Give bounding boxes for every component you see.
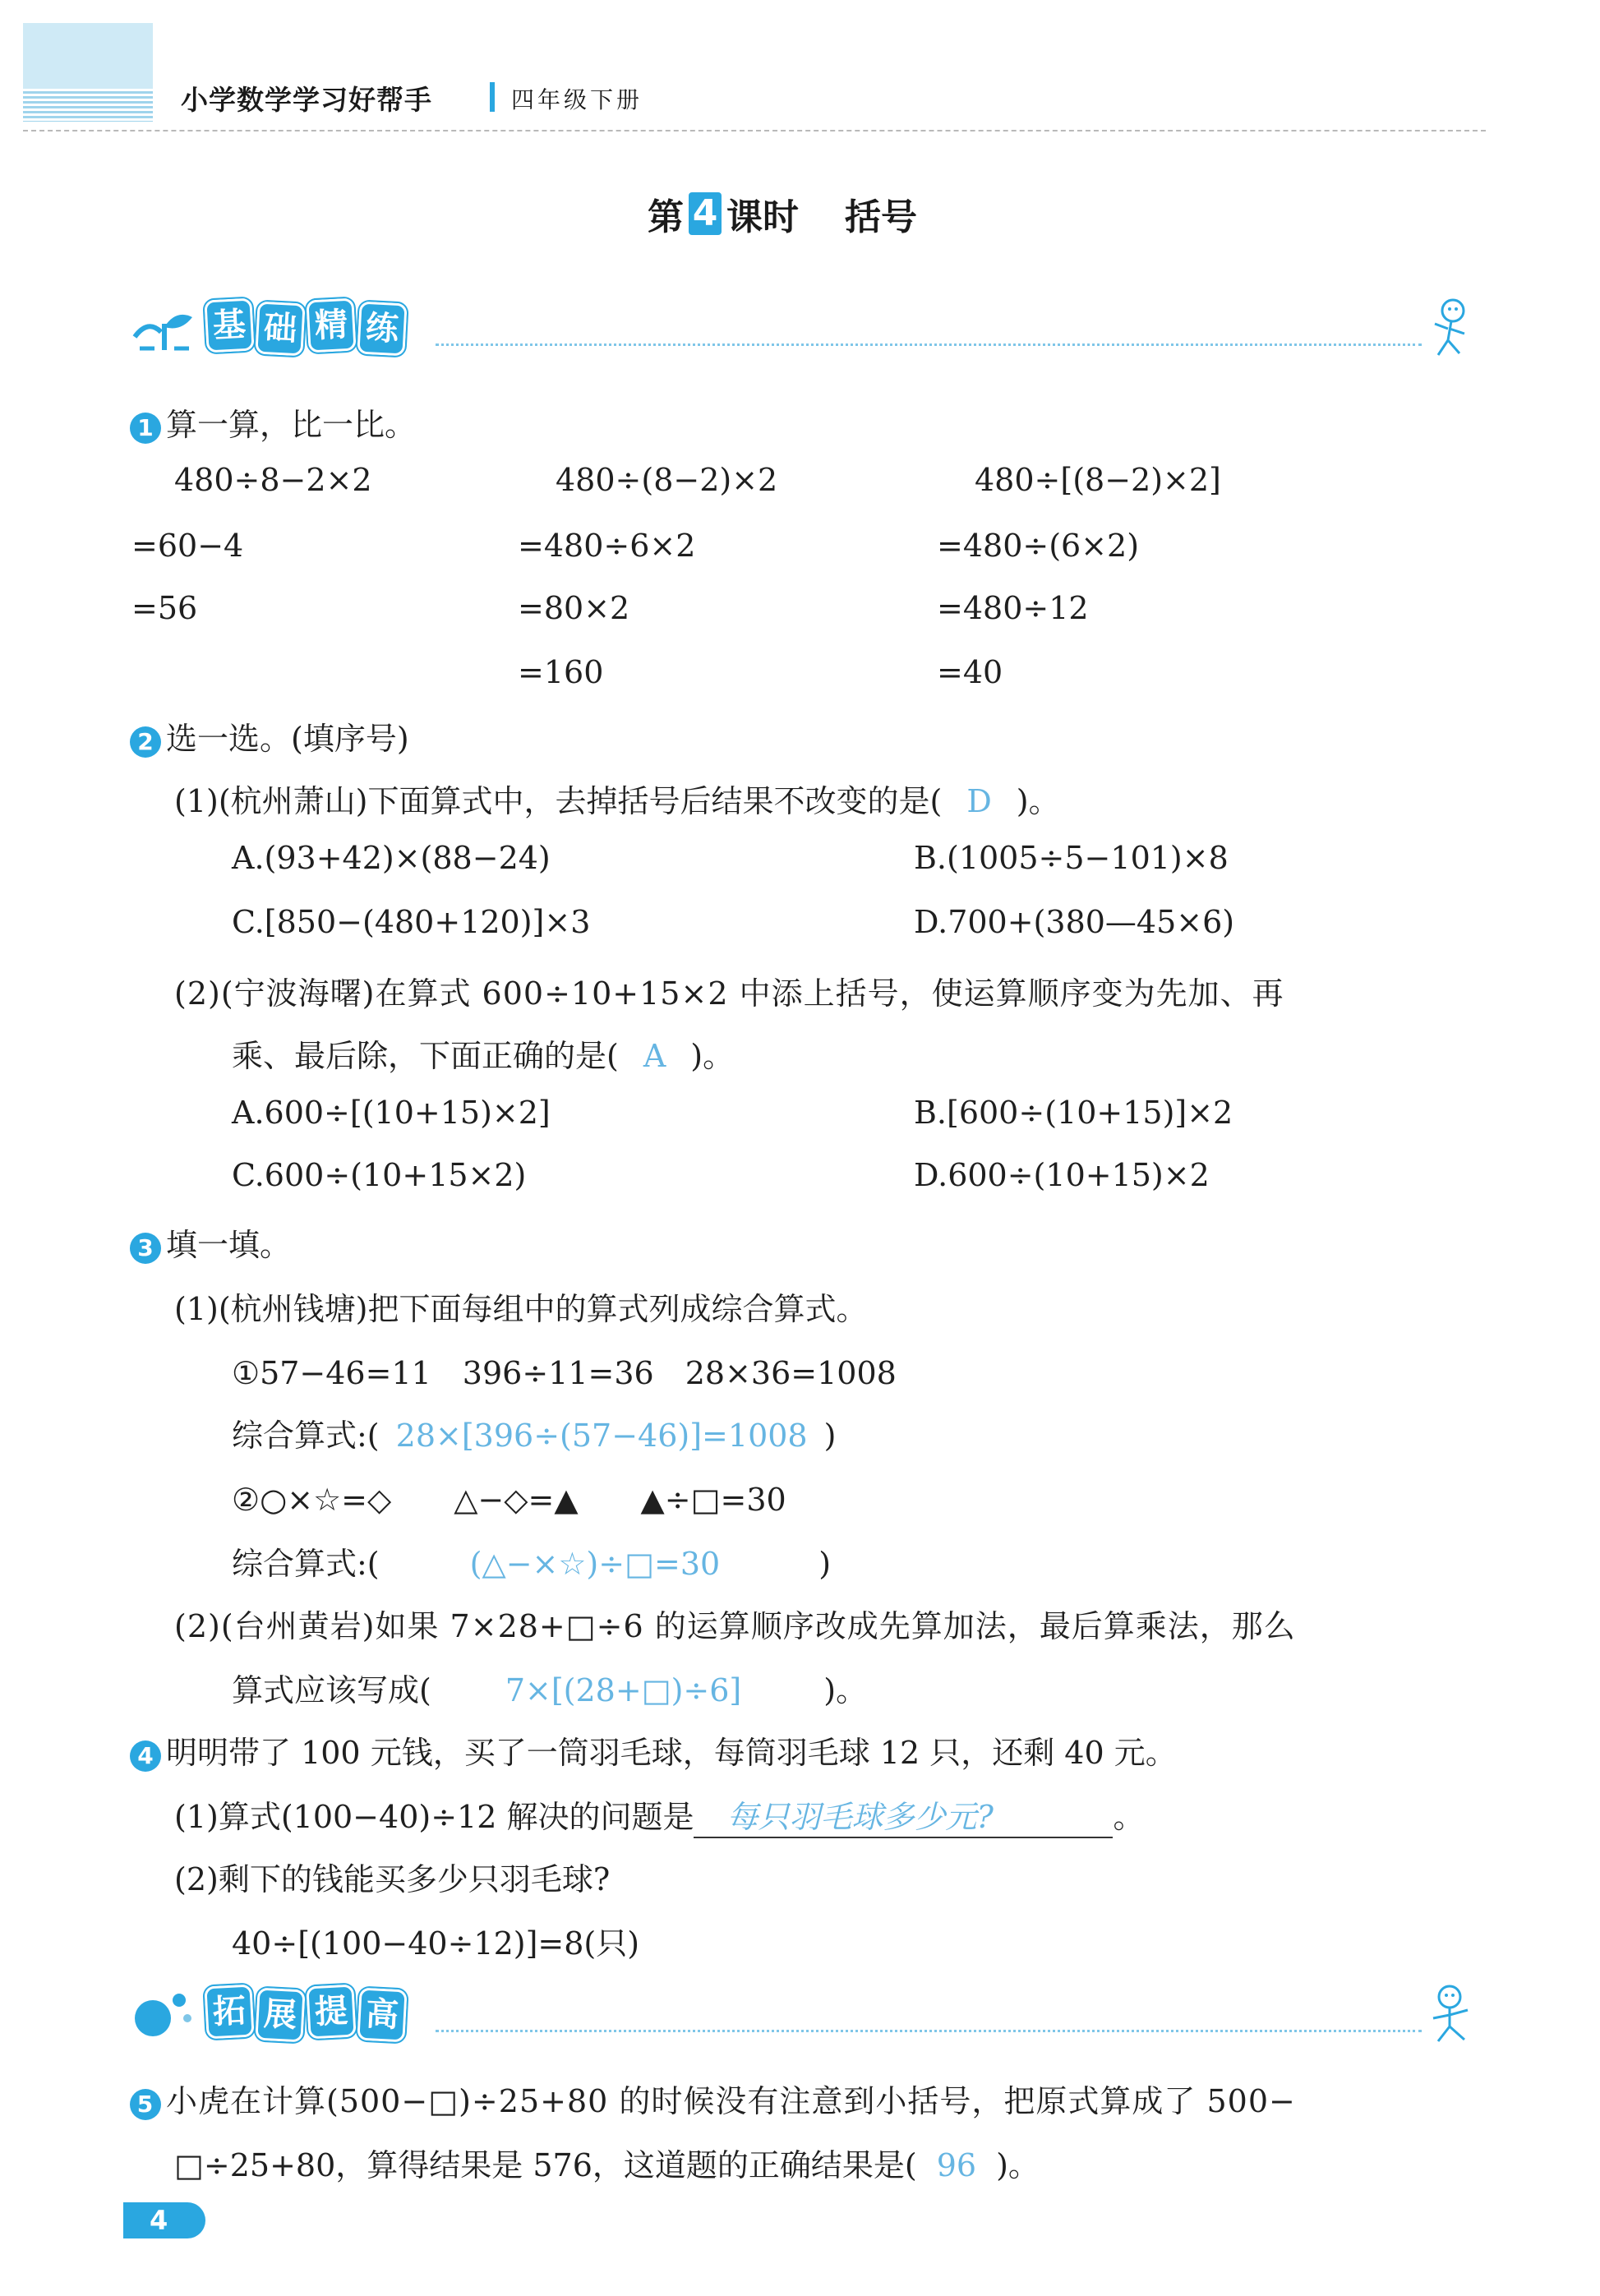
q1-col1-step: =60−4 <box>131 528 244 564</box>
q3-part2-answer: 7×[(28+□)÷6] <box>505 1672 742 1708</box>
question-4 <box>130 1727 1177 1773</box>
q3-close: ) <box>818 1546 832 1582</box>
q1-col2-expr: 480÷(8−2)×2 <box>556 462 778 498</box>
badge-char: 础 <box>255 302 305 357</box>
q2-option-c: C.[850−(480+120)]×3 <box>232 904 591 940</box>
header-dashed-line <box>23 130 1486 131</box>
page-number: 4 <box>123 2202 205 2238</box>
q3-label: 综合算式:( <box>232 1418 380 1454</box>
question-number-badge: 5 <box>130 2089 161 2120</box>
header-divider <box>490 82 495 112</box>
question-2-prompt: 选一选。(填序号) <box>166 721 409 757</box>
q3-part2-line2 <box>232 1665 867 1710</box>
section-dotted-line <box>436 343 1422 346</box>
badge-char: 精 <box>306 298 356 353</box>
section-basic-practice <box>123 296 1487 362</box>
question-4-prompt: 明明带了 100 元钱，买了一筒羽毛球，每筒羽毛球 12 只，还剩 40 元。 <box>166 1735 1177 1771</box>
badge-char: 拓 <box>204 1985 254 2040</box>
lesson-suffix: 课时 <box>726 196 799 238</box>
question-5 <box>130 2076 1296 2121</box>
question-2 <box>130 713 409 758</box>
lesson-prefix: 第 <box>648 196 684 238</box>
q3-label: 综合算式:( <box>232 1546 380 1582</box>
q2-part1-text: (1)(杭州萧山)下面算式中，去掉括号后结果不改变的是( <box>174 783 943 819</box>
q3-part2-close: )。 <box>823 1672 868 1708</box>
q4-part1 <box>174 1791 1145 1838</box>
q4-part1-text: (1)算式(100−40)÷12 解决的问题是 <box>174 1799 694 1835</box>
q4-part1-end: 。 <box>1113 1799 1145 1835</box>
q1-col1-expr: 480÷8−2×2 <box>174 462 372 498</box>
q1-col3-expr: 480÷[(8−2)×2] <box>975 462 1221 498</box>
question-3 <box>130 1219 291 1265</box>
badge-char: 练 <box>357 302 407 357</box>
q2-option-d: D.600÷(10+15)×2 <box>914 1157 1210 1193</box>
q2-part1-close: )。 <box>1016 783 1060 819</box>
q3-group1: ①57−46=11 396÷11=36 28×36=1008 <box>232 1355 897 1391</box>
book-grade: 四年级下册 <box>511 86 643 113</box>
q5-answer: 96 <box>936 2147 977 2183</box>
q2-part2-answer: A <box>643 1038 666 1074</box>
question-number-badge: 3 <box>130 1233 161 1264</box>
lesson-number: 4 <box>689 192 722 235</box>
bubbles-icon <box>131 1990 199 2041</box>
q3-group2-answer: (△−×☆)÷□=30 <box>469 1546 721 1582</box>
q2-part1 <box>174 776 1060 821</box>
header-stripes <box>23 89 153 122</box>
q1-col2-step: =80×2 <box>518 590 630 626</box>
q3-group1-answer: 28×[396÷(57−46)]=1008 <box>395 1418 808 1454</box>
question-5-line2 <box>174 2140 1040 2185</box>
question-number-badge: 4 <box>130 1740 161 1772</box>
section-extension <box>123 1982 1487 2048</box>
question-1-prompt: 算一算，比一比。 <box>166 407 417 443</box>
q1-col3-step: =40 <box>937 654 1003 690</box>
q3-part2-text: 算式应该写成( <box>232 1672 431 1708</box>
section-dotted-line <box>436 2030 1422 2032</box>
q4-part1-answer: 每只羽毛球多少元? <box>694 1791 1113 1838</box>
badge-char: 高 <box>357 1988 407 2043</box>
badge-char: 提 <box>306 1985 356 2040</box>
badge-char: 展 <box>255 1988 305 2043</box>
q3-part1: (1)(杭州钱塘)把下面每组中的算式列成综合算式。 <box>174 1291 868 1327</box>
q1-col1-step: =56 <box>131 590 198 626</box>
q2-option-c: C.600÷(10+15×2) <box>232 1157 527 1193</box>
lesson-topic: 括号 <box>845 196 917 238</box>
question-5-line1: 小虎在计算(500−□)÷25+80 的时候没有注意到小括号，把原式算成了 500− <box>166 2083 1296 2119</box>
running-kid-icon <box>1422 1982 1479 2048</box>
book-title: 小学数学学习好帮手 <box>181 84 432 116</box>
sprout-icon <box>131 304 199 355</box>
q3-part2-line1: (2)(台州黄岩)如果 7×28+□÷6 的运算顺序改成先算加法，最后算乘法，那么 <box>174 1608 1296 1644</box>
q2-part2-line2 <box>232 1030 734 1076</box>
q4-part2: (2)剩下的钱能买多少只羽毛球? <box>174 1861 611 1897</box>
q1-col3-step: =480÷(6×2) <box>937 528 1140 564</box>
q2-part2-close: )。 <box>690 1038 735 1074</box>
q2-option-d: D.700+(380—45×6) <box>914 904 1235 940</box>
badge-char: 基 <box>204 298 254 353</box>
q3-group2-answer-line <box>232 1538 831 1584</box>
question-number-badge: 2 <box>130 726 161 758</box>
question-number-badge: 1 <box>130 413 161 444</box>
q3-group1-answer-line <box>232 1410 836 1455</box>
q2-part1-answer: D <box>966 783 992 819</box>
q5-close: )。 <box>996 2147 1040 2183</box>
q2-option-a: A.600÷[(10+15)×2] <box>232 1095 551 1131</box>
q2-part2-line1: (2)(宁波海曙)在算式 600÷10+15×2 中添上括号，使运算顺序变为先加、再 <box>174 975 1284 1012</box>
q1-col3-step: =480÷12 <box>937 590 1089 626</box>
q3-close: ) <box>823 1418 837 1454</box>
lesson-title <box>648 187 917 240</box>
q2-option-b: B.(1005÷5−101)×8 <box>914 840 1229 876</box>
q4-part2-answer: 40÷[(100−40÷12)]=8(只) <box>232 1925 640 1962</box>
q1-col2-step: =160 <box>518 654 604 690</box>
question-1 <box>130 399 416 445</box>
q3-group2: ②○×☆=◇ △−◇=▲ ▲÷□=30 <box>232 1482 786 1518</box>
running-kid-icon <box>1422 296 1479 362</box>
question-3-prompt: 填一填。 <box>166 1227 292 1263</box>
q5-text: □÷25+80，算得结果是 576，这道题的正确结果是( <box>174 2147 917 2183</box>
q2-option-a: A.(93+42)×(88−24) <box>232 840 551 876</box>
q1-col2-step: =480÷6×2 <box>518 528 696 564</box>
q2-option-b: B.[600÷(10+15)]×2 <box>914 1095 1233 1131</box>
q2-part2-text: 乘、最后除，下面正确的是( <box>232 1038 619 1074</box>
